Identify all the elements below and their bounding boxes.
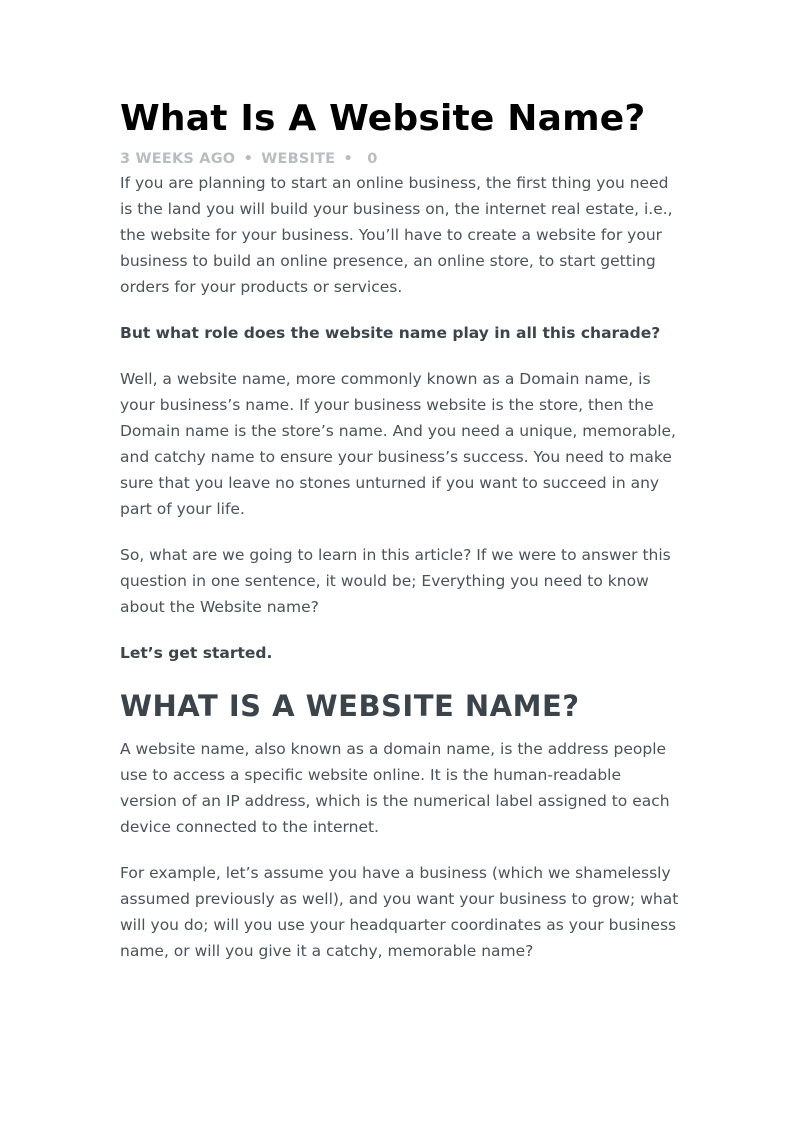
article	[120, 94, 680, 964]
body-paragraph: Well, a website name, more commonly known as a Domain name, is your business’s name. If your business website is the store, then the Domain name is the store’s name. And you need a unique, memorable, and catchy name to ensure your business’s success. You need to make sure that you leave no stones unturned if you want to succeed in any part of your life.	[120, 370, 676, 518]
intro-paragraph: If you are planning to start an online business, the first thing you need is the land you will build your business on, the internet real estate, i.e., the website for your business. You’ll have to create a website for your business to build an online presence, an online store, to start getting orders for your products or services.	[120, 174, 673, 296]
lets-start-paragraph: Let’s get started.	[120, 644, 273, 662]
post-date: 3 WEEKS AGO	[120, 151, 236, 167]
question-paragraph: But what role does the website name play in all this charade?	[120, 324, 661, 342]
section-paragraph: For example, let’s assume you have a business (which we shamelessly assumed previously as well), and you want your business to grow; what will you do; will you use your headquarter coordinates as your business name, or will you give it a catchy, memorable name?	[120, 864, 679, 960]
section-paragraph: A website name, also known as a domain name, is the address people use to access a specific website online. It is the human-readable version of an IP address, which is the numerical label assigned to each device connected to the internet.	[120, 740, 670, 836]
meta-separator: •	[243, 151, 254, 167]
post-category-link[interactable]: WEBSITE	[261, 151, 336, 167]
meta-separator: •	[343, 151, 354, 167]
comment-count-link[interactable]: 0	[367, 151, 378, 167]
body-paragraph: So, what are we going to learn in this article? If we were to answer this question in one sentence, it would be; Everything you need to know about the Website name?	[120, 546, 671, 616]
section-heading: WHAT IS A WEBSITE NAME?	[120, 689, 580, 723]
post-meta	[120, 148, 680, 170]
page-title: What Is A Website Name?	[120, 98, 646, 139]
